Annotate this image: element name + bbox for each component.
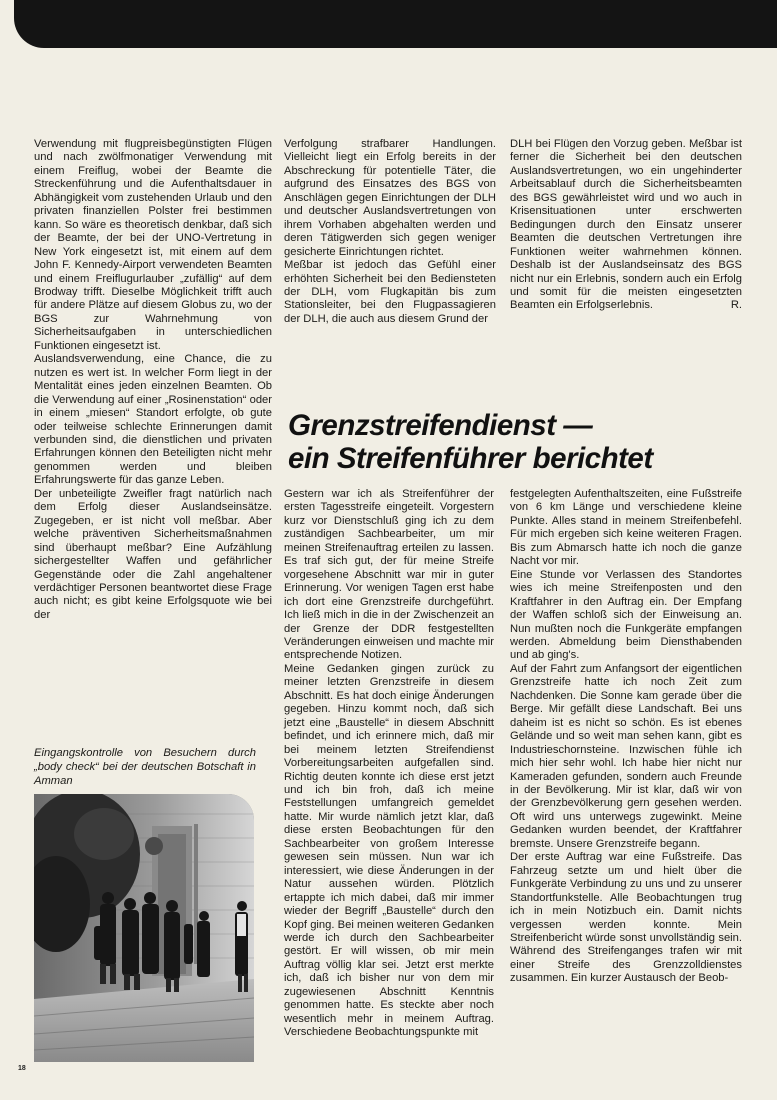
article2-column1: Gestern war ich als Streifenführer der ersten Tagesstreife eingeteilt. Vorgestern kurz vor Dienstschluß ging ich zu dem zuständigen Sachbearbeiter, um mir meinen Streifenauftrag erteilen zu lassen. Es traf sich gut, der für meine Streife vorgesehene Abschnitt war mir in guter Erinnerung. Vor wenigen Tagen erst habe ich dort eine Grenzstreife durchgeführt. Ich ließ mich in die in der Zwischenzeit an der Grenze der DDR festgestellten Veränderungen einweisen und machte mir entsprechende Notizen. Meine Gedanken gingen zurück zu meiner letzten Grenzstreife in diesem Abschnitt. Es hat doch einige Änderungen gegeben. Hinzu kommt noch, daß sich jetzt eine „Baustelle“ in diesem Abschnitt befindet, und ich erinnere mich, daß mir bei meinem letzten Streifendienst Vorbereitungsarbeiten aufgefallen sind. Richtig deuten konnte ich diese erst jetzt und ich bin froh, daß ich meine Feststellungen umfangreich gemeldet hatte. Mir wurde nämlich jetzt klar, daß diese ersten Beobachtungen für den Sachbearbeiter von großem Interesse gewesen sein müssen. Nun war ich interessiert, wie diese Änderungen in der Natur aussehen würden. Plötzlich ertappte ich mich dabei, daß mir immer wieder der Begriff „Baustelle“ durch den Kopf ging. Bei meinen weiteren Gedanken werde ich durch den Sachbearbeiter gestört. Er will wissen, ob mir mein Auftrag völlig klar sei. Jetzt erst merkte ich, daß ich bisher nur von dem mir zugewiesenen Abschnitt Kenntnis genommen hatte. Es steckte aber noch wesentlich mehr in meinem Auftrag. Verschiedene Beobachtungspunkte mit xyxy=(284,488,494,1039)
top-page-band xyxy=(14,0,777,48)
article1-column1: Verwendung mit flugpreisbegünstigten Flügen und nach zwölfmonatiger Verwendung mit einem Freiflug, wobei der Beamte die Streckenführung und die Aufenthaltsdauer in Abhängigkeit vom zustehenden Urlaub und den privaten finanziellen Polster frei bestimmen kann. So wäre es theoretisch denkbar, daß sich der Beamte, der bei der UNO-Vertretung in New York eingesetzt ist, mit einem auf dem John F. Kennedy-Airport verwendeten Beamten und einem Freiflugurlauber „zufällig“ auf dem Brodway trifft. Dieselbe Möglichkeit trifft auch für andere Plätze auf diesem Globus zu, wo der BGS zur Wahrnehmung von Sicherheitsaufgaben in unterschiedlichen Funktionen eingesetzt ist. Auslandsverwendung, eine Chance, die zu nutzen es wert ist. In welcher Form liegt in der Mentalität eines jeden einzelnen Beamten. Ob die Verwendung auf einer „Rosinenstation“ oder in einem „miesen“ Standort erfolgte, ob gute oder teilweise schlechte Erinnerungen damit verbunden sind, die dienstlichen und privaten Erfahrungen können den Beteiligten nicht mehr genommen werden und bleiben Erfahrungswerte für das ganze Leben. Der unbeteiligte Zweifler fragt natürlich nach dem Erfolg dieser Auslandseinsätze. Zugegeben, er ist nicht voll meßbar. Aber welche präventiven Sicherheitsmaßnahmen sind überhaupt meßbar? Eine Aufzählung sichergestellter Waffen und gefährlicher Gegenstände oder die Zahl angehaltener verdächtiger Personen beantwortet diese Frage auch nicht; es gibt keine Erfolgsquote wie bei der xyxy=(34,138,272,621)
article1-column3-text: DLH bei Flügen den Vorzug geben. Meßbar ist ferner die Sicherheit bei den deutschen Auslandsvertretungen, wo ein ungehinderter Arbeitsablauf durch die Sicherheitsbeamten des BGS gewährleistet wird und wo auch in Krisensituationen unter erschwerten Bedingungen durch den Einsatz unserer Beamten die deutschen Vertretungen ihre Funktionen weiter wahrnehmen können. Deshalb ist der Auslandseinsatz des BGS nicht nur ein Erlebnis, sondern auch ein Erfolg und somit für die meisten eingesetzten Beamten ein Erfolgserlebnis. xyxy=(510,138,742,312)
article1-column2: Verfolgung strafbarer Handlungen. Vielleicht liegt ein Erfolg bereits in der Abschreckung für potentielle Täter, die aufgrund des Einsatzes des BGS von Anschlägen gegen Einrichtungen der DLH und deutscher Auslandsvertretungen von ihrem Vorhaben abgehalten werden und deren Tätigwerden sich gegen weniger gesicherte Einrichtungen richtet. Meßbar ist jedoch das Gefühl einer erhöhten Sicherheit bei den Bediensteten der DLH, vom Flugkapitän bis zum Stationsleiter, bei den Flugpassagieren der DLH, die auch aus diesem Grund der xyxy=(284,138,496,325)
article2-headline xyxy=(288,409,728,475)
article1-column3 xyxy=(510,138,742,313)
headline-line2: ein Streifenführer berichtet xyxy=(288,442,653,475)
embassy-photo xyxy=(34,794,254,1062)
page-number: 18 xyxy=(18,1065,26,1072)
photo-caption: Eingangskontrolle von Besuchern durch „body check“ bei der deutschen Botschaft in Amman xyxy=(34,747,256,787)
article1-signature: R. xyxy=(730,299,742,312)
article2-column2: festgelegten Aufenthaltszeiten, eine Fußstreife von 6 km Länge und verschiedene kleine Punkte. Alles stand in meinem Streifenbefehl. Für mich ergeben sich keine weiteren Fragen. Bis zum Abmarsch hatte ich noch die ganze Nacht vor mir. Eine Stunde vor Verlassen des Standortes wies ich meine Streifenposten und den Kraftfahrer in den Auftrag ein. Der Empfang der Waffen schloß sich der Einweisung an. Nun mußten noch die Funkgeräte empfangen werden. Abmeldung beim Diensthabenden und ab ging's. Auf der Fahrt zum Anfangsort der eigentlichen Grenzstreife hatte ich noch Zeit zum Nachdenken. Die Sonne kam gerade über die Berge. Mir gefällt diese Landschaft. Bei uns daheim ist es nicht so schön. Es ist ebenes Gelände und so weit man sehen kann, gibt es Industrieschornsteine. Inzwischen fühle ich mich hier sehr wohl. Ich habe hier nicht nur Kameraden gefunden, sondern auch Freunde in der Bevölkerung. Mir ist klar, daß wir von der Grenzbevölkerung gern gesehen werden. Oft wird uns unterwegs zugewinkt. Meine Gedanken wurden beendet, der Kraftfahrer bremste. Unsere Grenzstreife begann. Der erste Auftrag war eine Fußstreife. Das Fahrzeug setzte um und hielt über die Funkgeräte Verbindung zu uns und zu unserer Standortfunkstelle. Alle Beobachtungen trug ich in mein Notizbuch ein. Damit nichts vergessen werden konnte. Mein Streifenbericht würde sonst unvollständig sein. Während des Streifenganges trafen wir mit einer Streife des Grenzzolldienstes zusammen. Ein kurzer Austausch der Beob- xyxy=(510,488,742,985)
headline-line1: Grenzstreifendienst — xyxy=(288,409,593,442)
